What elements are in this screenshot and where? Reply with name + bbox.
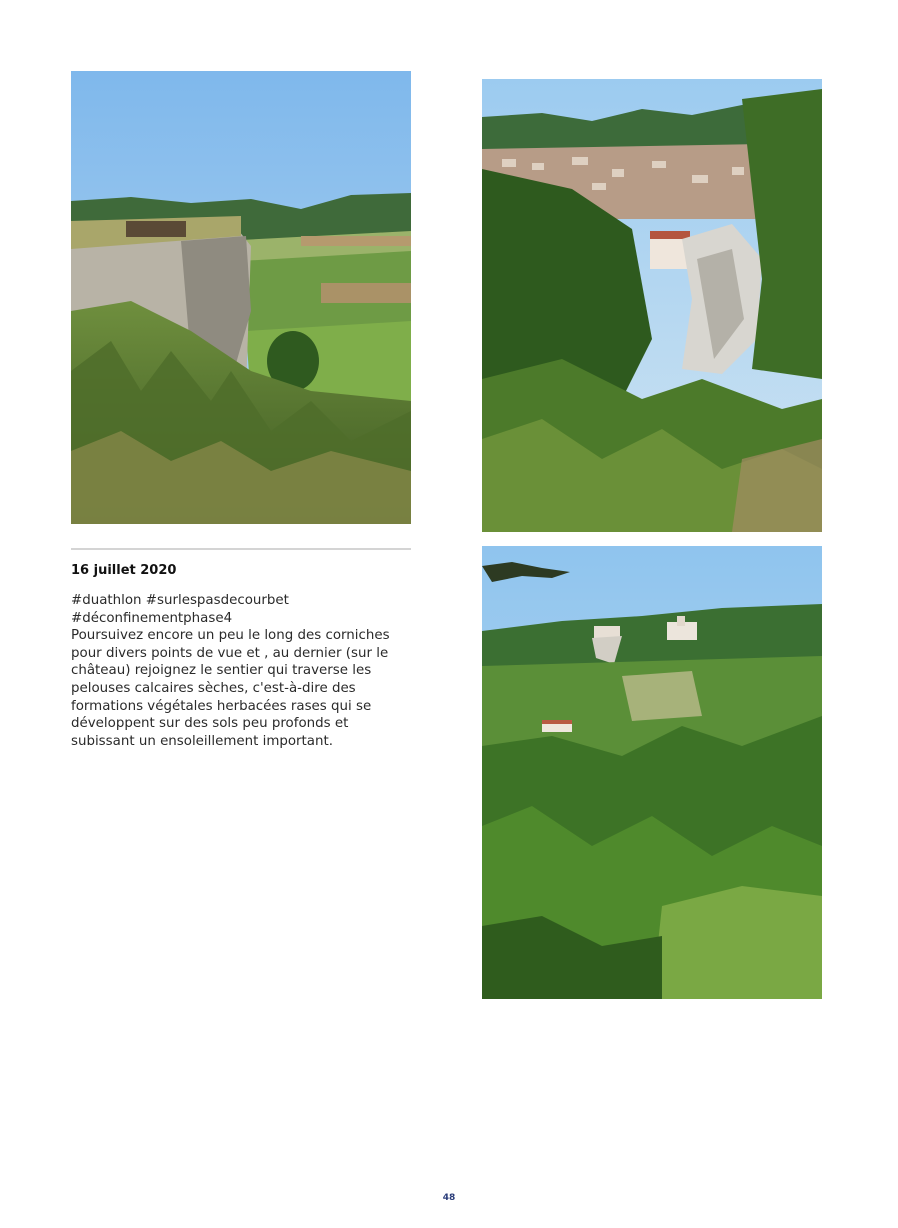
section-divider <box>71 548 411 550</box>
hashtags-line-2: #déconfinementphase4 <box>71 610 233 626</box>
page-number: 48 <box>442 1193 456 1203</box>
entry-paragraph: Poursuivez encore un peu le long des corniches pour divers points de vue et , au dernier (sur le château) rejoignez le sentier qui traverse les pelouses calcaires sèches, c'est-à-dire des formations végétales herbacées rases qui se développent sur des sols peu profonds et subissant un ensoleillement important. <box>71 628 390 749</box>
hashtags-line-1: #duathlon #surlespasdecourbet <box>71 593 289 608</box>
town-rock-photo <box>482 79 822 532</box>
chateau-view-photo <box>482 546 822 999</box>
cliff-valley-photo <box>71 71 411 524</box>
entry-text-block <box>71 592 416 750</box>
entry-date: 16 juillet 2020 <box>71 563 177 578</box>
